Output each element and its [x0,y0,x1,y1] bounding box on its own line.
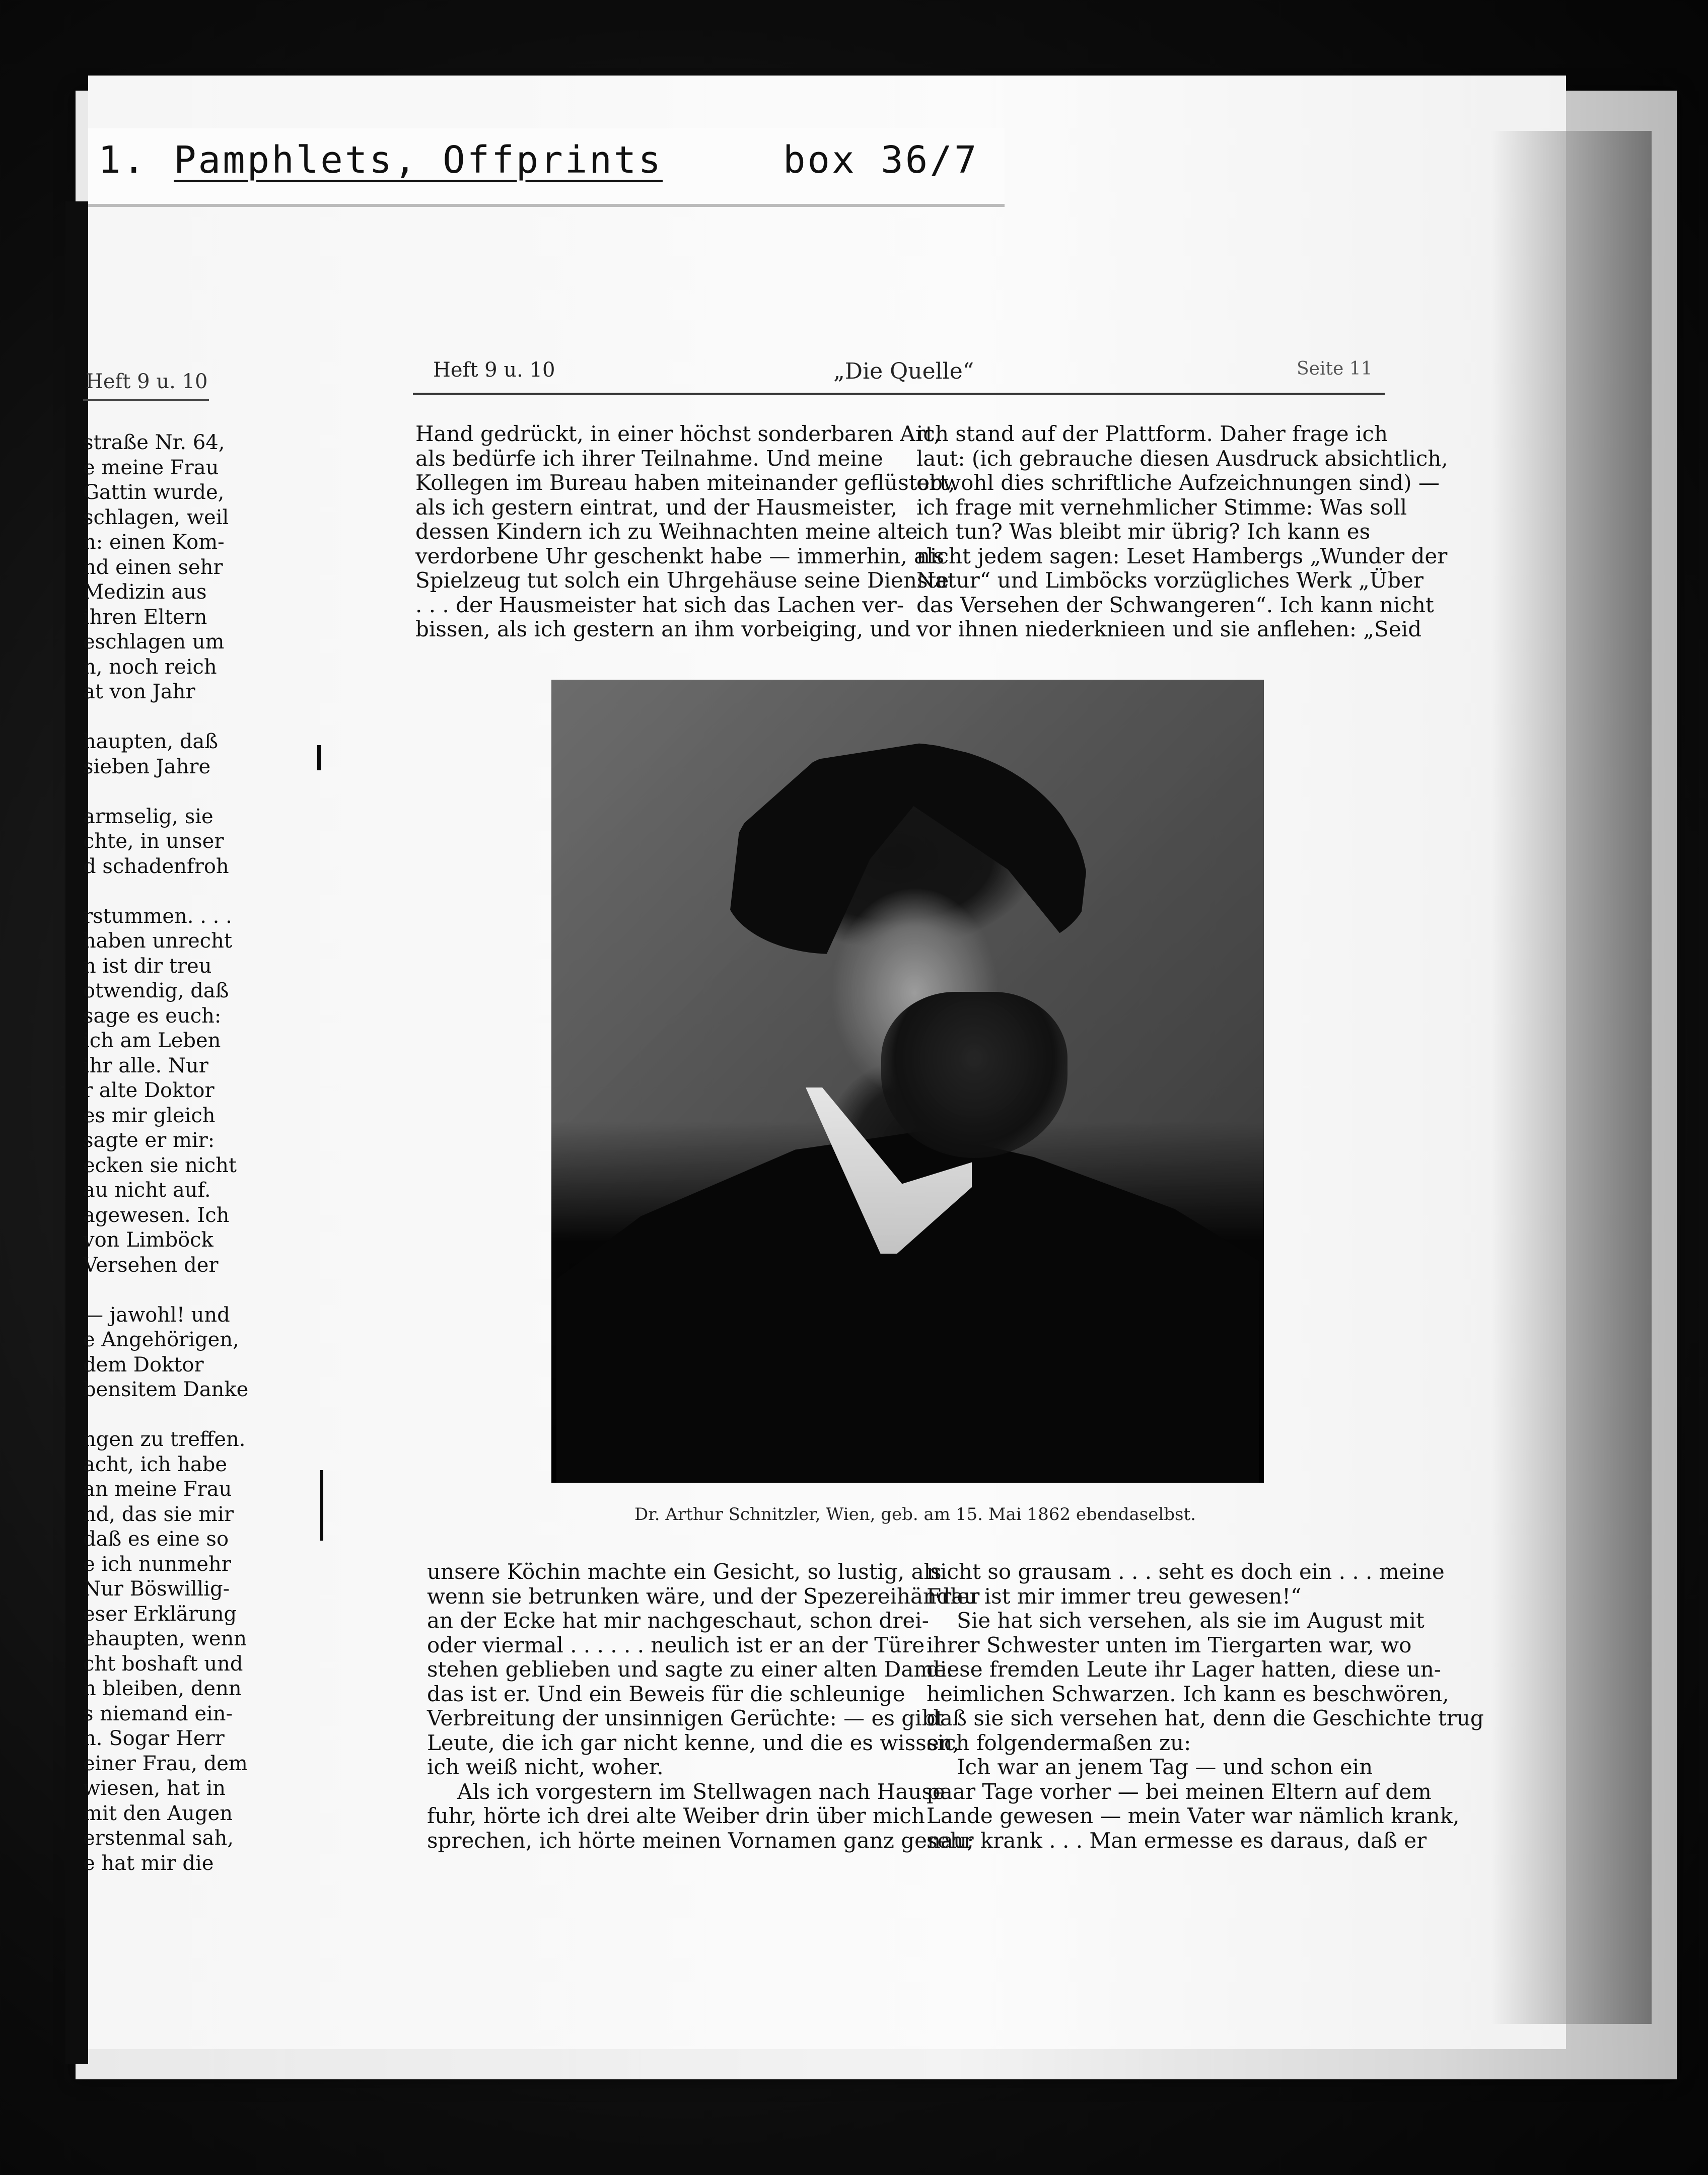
top-right-column [916,421,1448,642]
archive-label [88,128,1005,207]
running-head-page: Seite 11 [1297,358,1373,379]
text-line: als ich gestern eintrat, und der Hausmeister, [415,494,898,520]
text-line [83,705,222,730]
text-line: fuhr, hörte ich drei alte Weiber drin über mich [427,1803,925,1828]
text-line: paar Tage vorher — bei meinen Eltern auf dem [927,1779,1432,1804]
text-line: daß es eine so [83,1528,229,1551]
text-line: sagte er mir: [83,1129,215,1152]
bottom-left-column [427,1559,980,1853]
text-line: das ist er. Und ein Beweis für die schleunige [427,1681,905,1706]
text-line: n: einen Kom- [83,531,225,554]
text-line: nicht so grausam . . . seht es doch ein . . . meine [927,1559,1445,1584]
scan-mark [317,745,321,770]
text-line: Nur Böswillig- [83,1577,230,1601]
text-line: dem Doktor [83,1353,204,1376]
text-line: sehr krank . . . Man ermesse es daraus, daß er [927,1828,1427,1853]
text-line: n. Sogar Herr [83,1727,225,1750]
previous-page-running-head: Heft 9 u. 10 [86,370,208,393]
text-line: ich weiß nicht, woher. [427,1755,664,1779]
text-line: eser Erklärung [83,1602,237,1626]
text-line: diese fremden Leute ihr Lager hatten, diese un- [927,1657,1441,1682]
text-line: sich folgendermaßen zu: [927,1730,1191,1755]
text-line: dessen Kindern ich zu Weihnachten meine alte [415,519,918,544]
text-line: ich am Leben [83,1029,221,1052]
portrait-beard [881,992,1068,1158]
text-line: nicht jedem sagen: Leset Hambergs „Wunder der [916,543,1448,568]
page-edge-shadow [1490,131,1652,2024]
text-line: e Angehörigen, [83,1328,239,1351]
running-head-issue: Heft 9 u. 10 [433,358,555,382]
text-line: haupten, daß [83,730,219,753]
portrait-coat [556,1113,1259,1483]
text-line: Spielzeug tut solch ein Uhrgehäuse seine Dienste [415,568,949,593]
text-line: Gattin wurde, [83,481,225,504]
text-line: sage es euch: [83,1004,222,1028]
text-line: otwendig, daß [83,979,229,1002]
text-line: ihrer Schwester unten im Tiergarten war, wo [927,1632,1412,1657]
text-line: unsere Köchin machte ein Gesicht, so lustig, als [427,1559,942,1584]
portrait-photograph [551,680,1264,1483]
text-line: r alte Doktor [83,1079,215,1102]
text-line: au nicht auf. [83,1179,211,1202]
text-line: schlagen, weil [83,505,229,529]
text-line: ich frage mit vernehmlicher Stimme: Was soll [916,494,1407,520]
text-line: Frau ist mir immer treu gewesen!“ [927,1583,1302,1609]
text-line: das Versehen der Schwangeren“. Ich kann nicht [916,592,1434,617]
label-box: box 36/7 [783,138,979,182]
text-line: mit den Augen [83,1801,233,1825]
text-line: eschlagen um [83,630,225,654]
text-line: e hat mir die [83,1851,214,1875]
text-line: ehaupten, wenn [83,1627,247,1650]
text-line: at von Jahr [83,680,195,703]
text-line: Hand gedrückt, in einer höchst sonderbaren Art, [415,421,941,446]
text-line: Medizin aus [83,581,207,604]
text-line: ihr alle. Nur [83,1054,208,1077]
text-line: an der Ecke hat mir nachgeschaut, schon drei- [427,1608,929,1633]
text-line: . . . der Hausmeister hat sich das Lachen ver- [415,592,904,617]
running-head-rule [413,393,1385,395]
text-line: n, noch reich [83,655,217,679]
text-line: cht boshaft und [83,1652,243,1676]
text-line: laut: (ich gebrauche diesen Ausdruck absichtlich, [916,446,1448,471]
text-line: daß sie sich versehen hat, denn die Geschichte trug [927,1706,1484,1730]
bottom-right-column [927,1559,1484,1853]
text-line: an meine Frau [83,1478,232,1501]
text-line: Kollegen im Bureau haben miteinander geflüstert, [415,470,955,495]
text-line: wiesen, hat in [83,1777,226,1800]
text-line: erstenmal sah, [83,1827,234,1850]
text-line: Verbreitung der unsinnigen Gerüchte: — es gibt [427,1706,944,1730]
text-line: obwohl dies schriftliche Aufzeichnungen sind) — [916,470,1440,495]
text-line: rstummen. . . . [83,904,232,928]
text-line: ngen zu treffen. [83,1428,246,1451]
scan-mark [320,1470,323,1541]
label-number: 1. [98,138,148,182]
text-line: nd einen sehr [83,555,223,579]
previous-page-rule [83,399,209,401]
text-line: es mir gleich [83,1104,216,1127]
text-line: acht, ich habe [83,1453,228,1476]
text-line: heimlichen Schwarzen. Ich kann es beschwören, [927,1681,1449,1706]
text-line: bissen, als ich gestern an ihm vorbeiging, und [415,617,911,641]
text-line: n ist dir treu [83,954,212,978]
portrait-hair [725,743,1088,954]
text-line: armselig, sie [83,805,214,828]
running-head-title: „Die Quelle“ [833,358,974,384]
text-line: chte, in unser [83,830,224,853]
text-line: — jawohl! und [83,1303,230,1327]
text-line: ich tun? Was bleibt mir übrig? Ich kann es [916,519,1371,544]
text-line: straße Nr. 64, [83,431,225,454]
text-line: Versehen der [83,1253,219,1277]
photo-caption: Dr. Arthur Schnitzler, Wien, geb. am 15. Mai 1862 ebendaselbst. [634,1504,1196,1525]
text-line: einer Frau, dem [83,1752,248,1775]
text-line [83,1278,222,1303]
text-line: Leute, die ich gar nicht kenne, und die es wissen, [427,1730,960,1755]
text-line: oder viermal . . . . . . neulich ist er an der Türe [427,1632,925,1657]
text-line: bensitem Danke [83,1378,249,1401]
previous-page-column [83,430,249,1876]
text-line: als bedürfe ich ihrer Teilnahme. Und meine [415,446,883,471]
text-line: d schadenfroh [83,854,229,878]
text-line: Ich war an jenem Tag — und schon ein [957,1755,1373,1779]
text-line: Natur“ und Limböcks vorzügliches Werk „Über [916,568,1424,593]
text-line: e meine Frau [83,456,219,479]
text-line: verdorbene Uhr geschenkt habe — immerhin, als [415,543,945,568]
text-line: Als ich vorgestern im Stellwagen nach Hause [457,1779,945,1804]
text-line [83,1403,222,1428]
text-line: stehen geblieben und sagte zu einer alten Dame: [427,1657,954,1682]
text-line: Lande gewesen — mein Vater war nämlich krank, [927,1803,1460,1828]
text-line [83,879,222,904]
label-title: Pamphlets, Offprints [174,138,663,182]
text-line: agewesen. Ich [83,1203,230,1227]
text-line: sieben Jahre [83,755,211,778]
text-line: nd, das sie mir [83,1502,234,1526]
top-left-column [415,421,955,642]
text-line: e ich nunmehr [83,1552,231,1576]
text-line: ich stand auf der Plattform. Daher frage ich [916,421,1388,446]
text-line: n bleiben, denn [83,1677,242,1700]
text-line: vor ihnen niederknieen und sie anflehen: „Seid [916,617,1422,641]
text-line: von Limböck [83,1228,214,1252]
text-line: Sie hat sich versehen, als sie im August mit [957,1608,1425,1633]
text-line: sprechen, ich hörte meinen Vornamen ganz genau; [427,1828,974,1853]
text-line: haben unrecht [83,929,232,953]
text-line: ecken sie nicht [83,1153,237,1177]
text-line: ihren Eltern [83,605,207,629]
text-line: wenn sie betrunken wäre, und der Spezereihändler [427,1583,980,1609]
text-line [83,779,222,805]
text-line: s niemand ein- [83,1702,233,1725]
